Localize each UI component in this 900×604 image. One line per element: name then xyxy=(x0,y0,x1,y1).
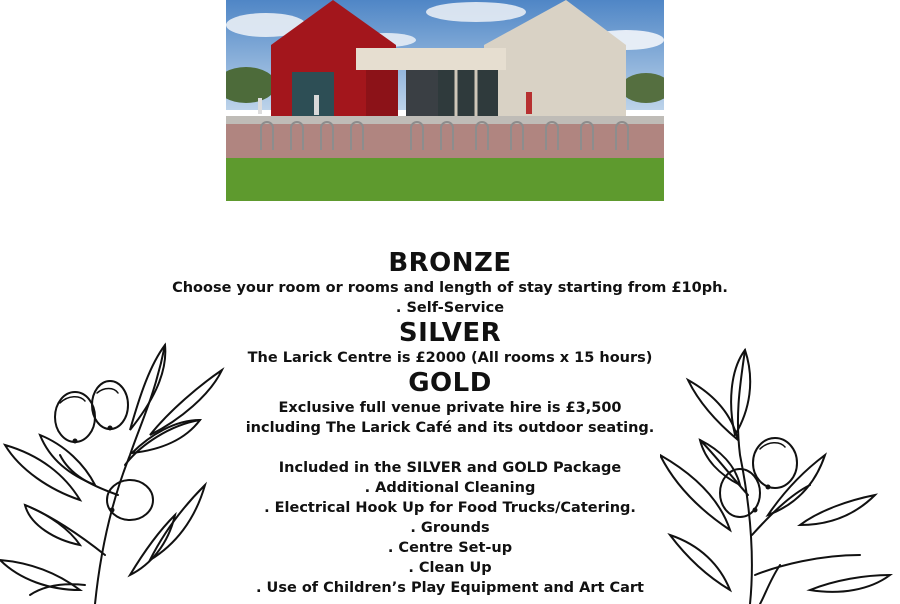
tier-bronze-line: . Self-Service xyxy=(395,300,505,316)
included-item: . Use of Children’s Play Equipment and Art Cart xyxy=(256,580,644,596)
tier-gold-line: Exclusive full venue private hire is £3,500 xyxy=(278,400,622,416)
building-photo xyxy=(226,0,664,201)
included-item: . Additional Cleaning xyxy=(364,480,536,496)
pricing-content xyxy=(0,248,900,598)
included-item: . Clean Up xyxy=(408,560,492,576)
tier-title-bronze: BRONZE xyxy=(388,248,512,278)
tier-title-silver: SILVER xyxy=(398,318,502,348)
included-item: . Grounds xyxy=(410,520,490,536)
included-item: . Centre Set-up xyxy=(387,540,513,556)
tier-bronze-line: Choose your room or rooms and length of stay starting from £10ph. xyxy=(172,280,728,296)
included-heading: Included in the SILVER and GOLD Package xyxy=(278,460,622,476)
tier-silver-line: The Larick Centre is £2000 (All rooms x 15 hours) xyxy=(247,350,653,366)
included-item: . Electrical Hook Up for Food Trucks/Catering. xyxy=(264,500,636,516)
tier-title-gold: GOLD xyxy=(408,368,492,398)
tier-gold-line: including The Larick Café and its outdoor seating. xyxy=(245,420,655,436)
